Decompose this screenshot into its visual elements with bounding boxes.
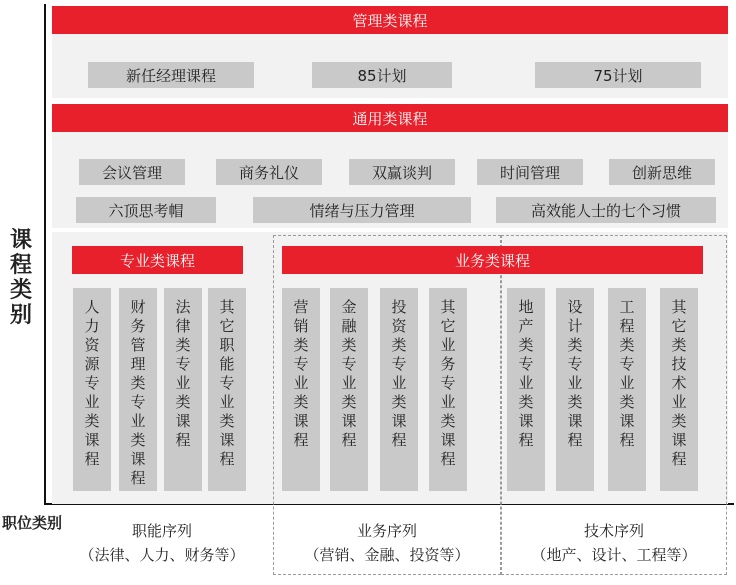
business-course-other-tech: 其它类技术业类课程: [660, 288, 698, 491]
general-item-negotiation: 双赢谈判: [349, 159, 455, 185]
professional-course-hr: 人力资源专业类课程: [73, 288, 111, 491]
sequence-technical-name: 技术序列: [583, 522, 644, 540]
y-axis-label: 课程类别: [9, 228, 32, 328]
business-course-finance: 金融类专业类课程: [330, 288, 368, 491]
management-item-2: 85计划: [312, 62, 452, 88]
general-item-stress: 情绪与压力管理: [253, 197, 471, 223]
business-course-other: 其它业务专业类课程: [429, 288, 467, 491]
management-item-3: 75计划: [535, 62, 701, 88]
professional-course-finance: 财务管理类专业类课程: [119, 288, 157, 491]
management-title: 管理类课程: [52, 6, 728, 34]
business-course-engineering: 工程类专业类课程: [608, 288, 646, 491]
general-item-time: 时间管理: [477, 159, 583, 185]
business-course-investment: 投资类专业类课程: [380, 288, 418, 491]
business-course-marketing: 营销类专业类课程: [282, 288, 320, 491]
sequence-business-name: 业务序列: [356, 522, 417, 540]
sequence-functional: [54, 519, 270, 567]
sequence-business-detail: （营销、金融、投资等）: [304, 546, 470, 564]
professional-course-law: 法律类专业类课程: [164, 288, 202, 491]
sequence-functional-name: 职能序列: [131, 522, 192, 540]
business-course-design: 设计类专业类课程: [556, 288, 594, 491]
professional-course-other: 其它职能专业类课程: [208, 288, 246, 491]
management-item-1: 新任经理课程: [88, 62, 254, 88]
y-axis-line: [44, 4, 46, 504]
general-item-seven-habits: 高效能人士的七个习惯: [496, 197, 716, 223]
x-axis-label: 职位类别: [2, 514, 63, 532]
general-item-six-hats: 六顶思考帽: [76, 197, 216, 223]
professional-title: 专业类课程: [72, 246, 243, 274]
business-course-realestate: 地产类专业类课程: [507, 288, 545, 491]
sequence-technical: [502, 519, 726, 567]
general-item-innovation: 创新思维: [609, 159, 715, 185]
general-title: 通用类课程: [52, 104, 728, 132]
sequence-business: [274, 519, 500, 567]
sequence-technical-detail: （地产、设计、工程等）: [531, 546, 697, 564]
sequence-functional-detail: （法律、人力、财务等）: [79, 546, 245, 564]
business-title: 业务类课程: [282, 246, 703, 274]
general-item-etiquette: 商务礼仪: [216, 159, 322, 185]
general-item-meeting: 会议管理: [79, 159, 185, 185]
